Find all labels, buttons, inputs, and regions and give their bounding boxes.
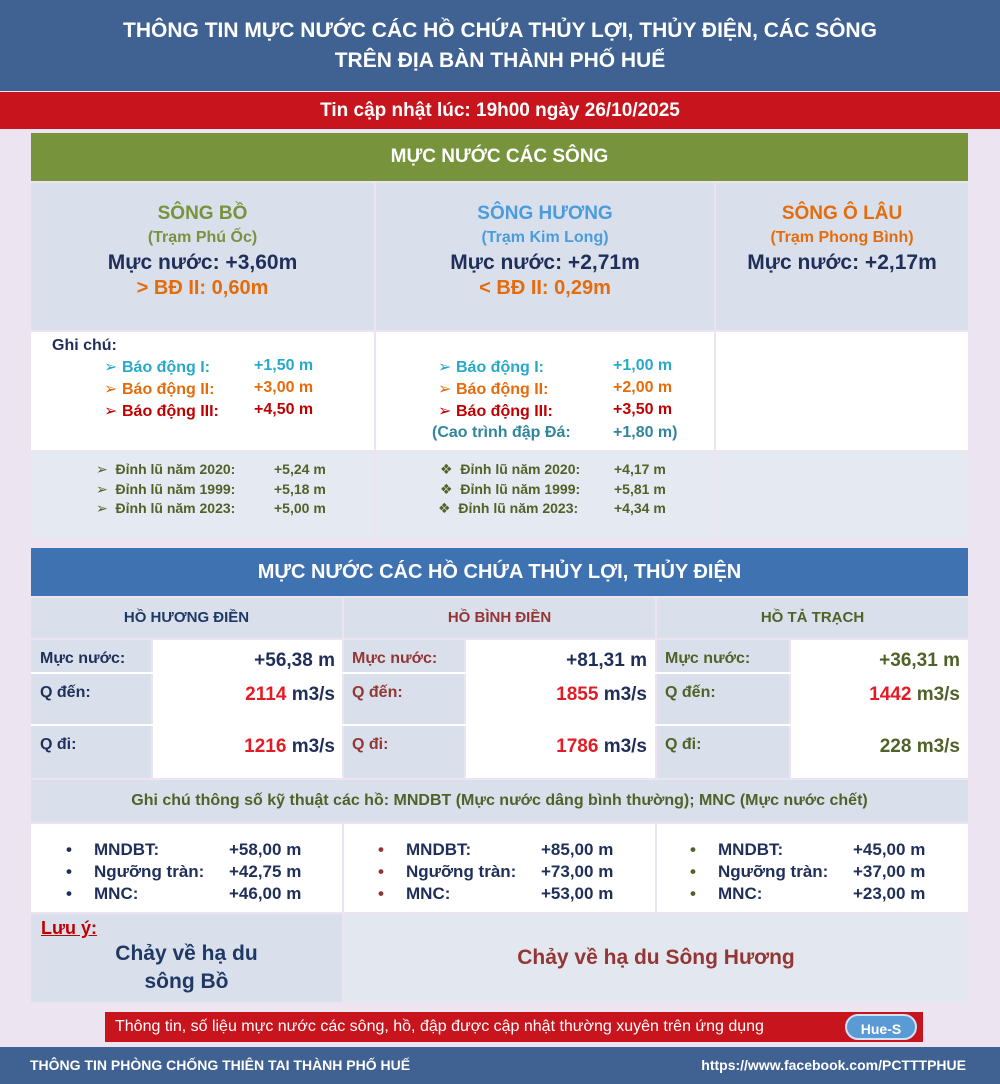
river-level: Mực nước: +2,17m bbox=[747, 251, 937, 274]
qin-value bbox=[160, 684, 335, 706]
bullet-icon: • bbox=[690, 840, 696, 859]
spec-value: +85,00 m bbox=[541, 840, 614, 859]
flood-value: +5,00 m bbox=[274, 500, 326, 516]
alarm-label: Báo động III: bbox=[456, 403, 553, 420]
bo-alarm-row bbox=[104, 401, 344, 421]
bullet-icon: • bbox=[378, 884, 384, 903]
spec-label: MNC: bbox=[406, 884, 451, 903]
alarm-value: +3,50 m bbox=[613, 401, 673, 418]
alarm-label: Báo động I: bbox=[122, 359, 210, 376]
huong-flood-row bbox=[438, 500, 678, 517]
flood-value: +4,34 m bbox=[614, 500, 666, 516]
level-value: +36,31 m bbox=[879, 650, 960, 671]
lake-name-label: HỒ HƯƠNG ĐIỀN bbox=[123, 609, 250, 626]
alarm-value: +2,00 m bbox=[613, 379, 673, 396]
alarm-label: Báo động II: bbox=[122, 381, 215, 398]
bullet-icon: • bbox=[378, 840, 384, 859]
bo-alarm-row bbox=[104, 357, 344, 377]
row-divider bbox=[31, 672, 968, 674]
flood-value: +4,17 m bbox=[614, 461, 666, 477]
spec-label: Ngưỡng tràn: bbox=[94, 862, 205, 881]
flood-label: Đỉnh lũ năm 2023: bbox=[115, 500, 236, 516]
huong-alarm-row bbox=[438, 379, 698, 399]
river-station: (Trạm Phú Ốc) bbox=[147, 229, 258, 246]
note-label: Lưu ý: bbox=[41, 918, 98, 938]
spec-row bbox=[690, 884, 940, 904]
river-level: Mực nước: +2,71m bbox=[450, 251, 640, 274]
flood-label: Đỉnh lũ năm 2020: bbox=[460, 461, 581, 477]
flow-to-huong: Chảy về hạ du Sông Hương bbox=[517, 946, 795, 969]
arrow-icon: ➢ bbox=[96, 461, 108, 477]
hue-s-app-badge[interactable]: Hue-S bbox=[845, 1014, 917, 1040]
title-line-1: THÔNG TIN MỰC NƯỚC CÁC HỒ CHỨA THỦY LỢI, THỦY ĐIỆN, CÁC SÔNG bbox=[123, 19, 877, 42]
river-card-o-lau bbox=[716, 183, 968, 330]
flood-label: Đỉnh lũ năm 2023: bbox=[458, 500, 579, 516]
river-name: SÔNG BỒ bbox=[157, 203, 248, 224]
bullet-icon: • bbox=[66, 884, 72, 903]
level-label: Mực nước: bbox=[352, 650, 438, 667]
spec-label: MNC: bbox=[718, 884, 763, 903]
lake-name-huong-dien bbox=[31, 598, 342, 638]
spec-row bbox=[378, 862, 628, 882]
diamond-icon: ❖ bbox=[438, 500, 451, 516]
alarm-value: +4,50 m bbox=[254, 401, 314, 418]
bullet-icon: • bbox=[690, 884, 696, 903]
level-value: +56,38 m bbox=[254, 650, 335, 671]
flood-value: +5,18 m bbox=[274, 481, 326, 497]
unit: m3/s bbox=[916, 684, 960, 705]
spec-label: MNDBT: bbox=[94, 840, 160, 859]
arrow-icon: ➢ bbox=[104, 359, 118, 376]
alarm-value: +1,50 m bbox=[254, 357, 314, 374]
river-station: (Trạm Kim Long) bbox=[481, 229, 609, 246]
arrow-icon: ➢ bbox=[104, 381, 118, 398]
spec-label: MNDBT: bbox=[406, 840, 472, 859]
spec-value: +23,00 m bbox=[853, 884, 926, 903]
spec-value: +58,00 m bbox=[229, 840, 302, 859]
page-title bbox=[0, 0, 1000, 91]
unit: m3/s bbox=[291, 736, 335, 757]
arrow-icon: ➢ bbox=[96, 481, 108, 497]
update-time: Tin cập nhật lúc: 19h00 ngày 26/10/2025 bbox=[0, 92, 1000, 129]
alarm-label: (Cao trình đập Đá: bbox=[432, 424, 571, 441]
rivers-section-title: MỰC NƯỚC CÁC SÔNG bbox=[31, 133, 968, 181]
river-station: (Trạm Phong Bình) bbox=[770, 229, 914, 246]
qout-label: Q đi: bbox=[352, 736, 389, 753]
level-label: Mực nước: bbox=[40, 650, 126, 667]
spec-label: Ngưỡng tràn: bbox=[718, 862, 829, 881]
footer-note: Thông tin, số liệu mực nước các sông, hồ, đập được cập nhật thường xuyên trên ứng dụng bbox=[105, 1012, 923, 1042]
qout-value bbox=[785, 736, 960, 758]
spec-row bbox=[690, 862, 940, 882]
facebook-link[interactable]: https://www.facebook.com/PCTTTPHUE bbox=[701, 1057, 966, 1073]
unit: m3/s bbox=[603, 736, 647, 757]
lake-name-ta-trach bbox=[657, 598, 968, 638]
unit: m3/s bbox=[291, 684, 335, 705]
bo-alarm-row bbox=[104, 379, 344, 399]
spec-value: +73,00 m bbox=[541, 862, 614, 881]
flood-label: Đỉnh lũ năm 1999: bbox=[115, 481, 236, 497]
flood-value: +5,81 m bbox=[614, 481, 666, 497]
footer-org: THÔNG TIN PHÒNG CHỐNG THIÊN TAI THÀNH PHỐ HUẾ bbox=[30, 1057, 411, 1073]
arrow-icon: ➢ bbox=[438, 359, 452, 376]
lake-name-binh-dien bbox=[344, 598, 655, 638]
spec-row bbox=[378, 840, 628, 860]
arrow-icon: ➢ bbox=[438, 403, 452, 420]
alarm-value: +1,80 m) bbox=[613, 424, 678, 441]
qout-value bbox=[472, 736, 647, 758]
lake-name-label: HỒ BÌNH ĐIỀN bbox=[447, 609, 552, 626]
spec-row bbox=[66, 862, 316, 882]
qin-number: 1855 bbox=[556, 684, 599, 705]
spec-label: Ngưỡng tràn: bbox=[406, 862, 517, 881]
lake-name-label: HỒ TẢ TRẠCH bbox=[760, 609, 865, 626]
alarm-label: Báo động II: bbox=[456, 381, 549, 398]
bottom-bar bbox=[0, 1047, 1000, 1084]
river-name: SÔNG HƯƠNG bbox=[477, 203, 613, 224]
bullet-icon: • bbox=[66, 840, 72, 859]
qin-number: 2114 bbox=[245, 684, 287, 705]
spec-row bbox=[690, 840, 940, 860]
qin-label: Q đến: bbox=[665, 684, 716, 701]
alarm-value: +3,00 m bbox=[254, 379, 314, 396]
diamond-icon: ❖ bbox=[440, 481, 453, 497]
river-card-bo bbox=[31, 183, 374, 330]
o-lau-alarm-cell bbox=[716, 332, 968, 450]
title-line-2: TRÊN ĐỊA BÀN THÀNH PHỐ HUẾ bbox=[334, 49, 666, 72]
alarm-label: Báo động I: bbox=[456, 359, 544, 376]
qin-number: 1442 bbox=[869, 684, 912, 705]
river-alarm: < BĐ II: 0,29m bbox=[479, 277, 611, 299]
qout-number: 228 bbox=[879, 736, 912, 757]
lakes-section-title: MỰC NƯỚC CÁC HỒ CHỨA THỦY LỢI, THỦY ĐIỆN bbox=[31, 548, 968, 596]
bullet-icon: • bbox=[66, 862, 72, 881]
qout-number: 1786 bbox=[556, 736, 599, 757]
diamond-icon: ❖ bbox=[440, 461, 453, 477]
flood-label: Đỉnh lũ năm 1999: bbox=[460, 481, 581, 497]
flow-line: Chảy về hạ du bbox=[115, 942, 258, 965]
river-alarm: > BĐ II: 0,60m bbox=[136, 277, 269, 299]
flow-line: sông Bồ bbox=[144, 970, 229, 993]
arrow-icon: ➢ bbox=[104, 403, 118, 420]
qout-label: Q đi: bbox=[40, 736, 77, 753]
spec-value: +37,00 m bbox=[853, 862, 926, 881]
dam-height-row bbox=[432, 424, 702, 442]
qout-value bbox=[160, 736, 335, 758]
spec-value: +42,75 m bbox=[229, 862, 302, 881]
qin-label: Q đến: bbox=[352, 684, 403, 701]
qin-value bbox=[472, 684, 647, 706]
flood-value: +5,24 m bbox=[274, 461, 326, 477]
river-level: Mực nước: +3,60m bbox=[107, 251, 298, 274]
flow-to-bo bbox=[31, 940, 342, 996]
spec-value: +53,00 m bbox=[541, 884, 614, 903]
spec-label: MNC: bbox=[94, 884, 139, 903]
row-divider bbox=[31, 724, 968, 726]
spec-label: MNDBT: bbox=[718, 840, 784, 859]
bo-flood-row bbox=[96, 481, 336, 498]
flood-label: Đỉnh lũ năm 2020: bbox=[115, 461, 236, 477]
arrow-icon: ➢ bbox=[96, 500, 108, 516]
qin-value bbox=[785, 684, 960, 706]
spec-value: +46,00 m bbox=[229, 884, 302, 903]
spec-note: Ghi chú thông số kỹ thuật các hồ: MNDBT (Mực nước dâng bình thường); MNC (Mực nước chết) bbox=[131, 792, 868, 809]
huong-flood-row bbox=[440, 461, 680, 478]
river-card-huong bbox=[376, 183, 714, 330]
alarm-value: +1,00 m bbox=[613, 357, 673, 374]
bo-flood-row bbox=[96, 461, 336, 478]
alarm-label: Báo động III: bbox=[122, 403, 219, 420]
bullet-icon: • bbox=[690, 862, 696, 881]
spec-row bbox=[66, 840, 316, 860]
huong-alarm-row bbox=[438, 357, 698, 377]
o-lau-flood-cell bbox=[716, 452, 968, 538]
bullet-icon: • bbox=[378, 862, 384, 881]
qout-label: Q đi: bbox=[665, 736, 702, 753]
level-value: +81,31 m bbox=[566, 650, 647, 671]
river-name: SÔNG Ô LÂU bbox=[781, 203, 903, 224]
unit: m3/s bbox=[916, 736, 960, 757]
bo-flood-row bbox=[96, 500, 336, 517]
qout-number: 1216 bbox=[244, 736, 287, 757]
arrow-icon: ➢ bbox=[438, 381, 452, 398]
spec-value: +45,00 m bbox=[853, 840, 926, 859]
spec-row bbox=[66, 884, 316, 904]
unit: m3/s bbox=[603, 684, 647, 705]
huong-flood-row bbox=[440, 481, 680, 498]
level-label: Mực nước: bbox=[665, 650, 751, 667]
alarm-note-title: Ghi chú: bbox=[52, 337, 117, 354]
spec-row bbox=[378, 884, 628, 904]
qin-label: Q đến: bbox=[40, 684, 91, 701]
huong-alarm-row bbox=[438, 401, 698, 421]
